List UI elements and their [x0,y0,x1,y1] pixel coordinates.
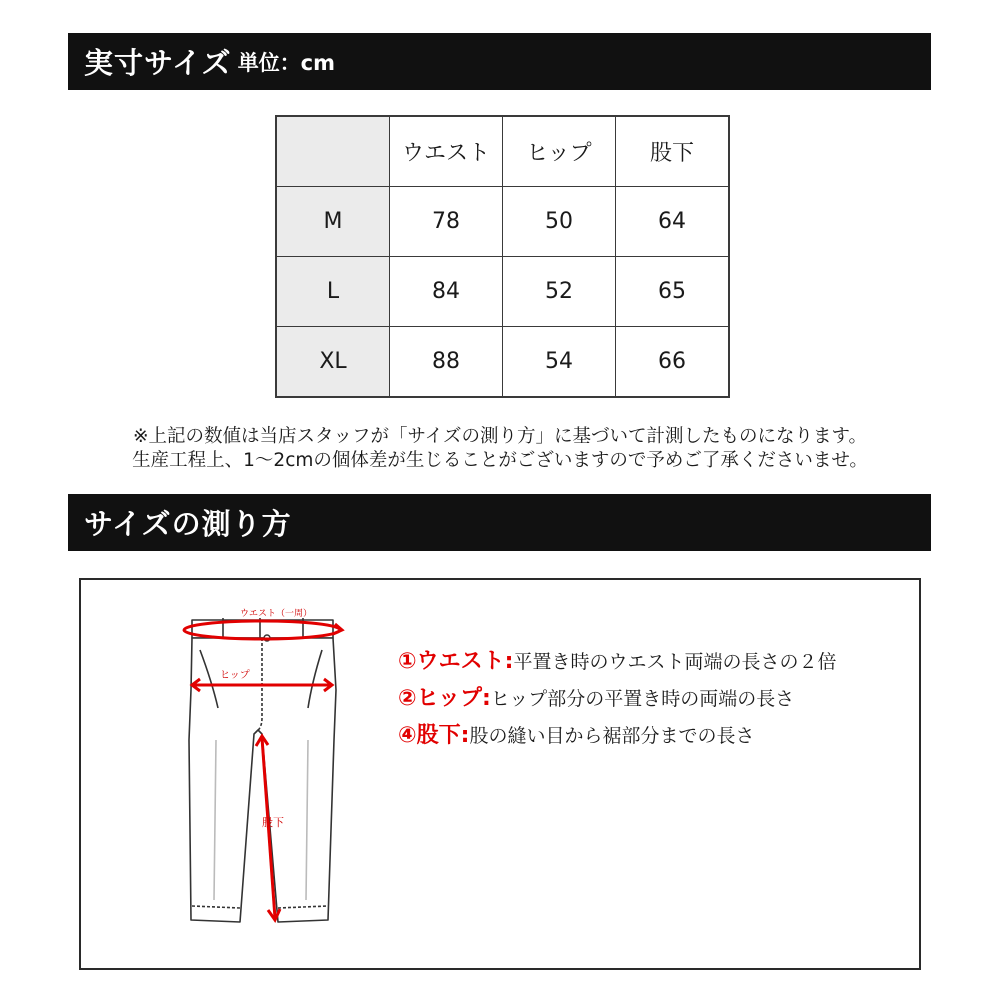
table-cell: 50 [503,187,616,257]
how-to-measure-title: サイズの測り方 [84,507,292,541]
legend-item-inseam [398,718,836,755]
table-cell: 66 [616,327,730,398]
table-cell: 88 [390,327,503,398]
how-to-measure-header-bar [68,494,931,551]
legend-key: ④股下: [398,723,470,748]
size-table [275,115,730,398]
legend-description: ヒップ部分の平置き時の両端の長さ [490,688,795,710]
table-cell: 65 [616,257,730,327]
column-header: ウエスト [390,116,503,187]
variance-note: 生産工程上、1〜2cmの個体差が生じることがございますので予めご了承くださいませ。 [132,450,868,471]
legend-description: 股の縫い目から裾部分までの長さ [469,725,755,747]
row-header-size: L [276,257,390,327]
legend-item-waist [398,644,836,681]
table-row [276,327,729,398]
row-header-size: M [276,187,390,257]
table-cell: 54 [503,327,616,398]
table-cell: 64 [616,187,730,257]
legend-item-hip [398,681,836,718]
legend-description: 平置き時のウエスト両端の長さの２倍 [513,651,837,673]
legend-key: ①ウエスト: [398,649,514,674]
measurement-note: ※上記の数値は当店スタッフが「サイズの測り方」に基づいて計測したものになります。 [132,426,868,447]
table-row [276,257,729,327]
table-cell: 52 [503,257,616,327]
row-header-size: XL [276,327,390,398]
measurement-legend [398,644,836,755]
column-header: 股下 [616,116,730,187]
inseam-diagram-label: 股下 [262,816,284,829]
table-cell: 78 [390,187,503,257]
column-header: ヒップ [503,116,616,187]
table-header-row [276,116,729,187]
table-cell: 84 [390,257,503,327]
hip-diagram-label: ヒップ [220,670,250,681]
pants-illustration [170,600,360,930]
pants-diagram [170,600,360,934]
table-row [276,187,729,257]
waist-diagram-label: ウエスト（一周） [240,609,313,619]
size-header-unit: 単位：cm [237,50,336,75]
table-corner-cell [276,116,390,187]
legend-key: ②ヒップ: [398,686,491,711]
size-header-bar [68,33,931,90]
size-header-title: 実寸サイズ [84,46,232,80]
